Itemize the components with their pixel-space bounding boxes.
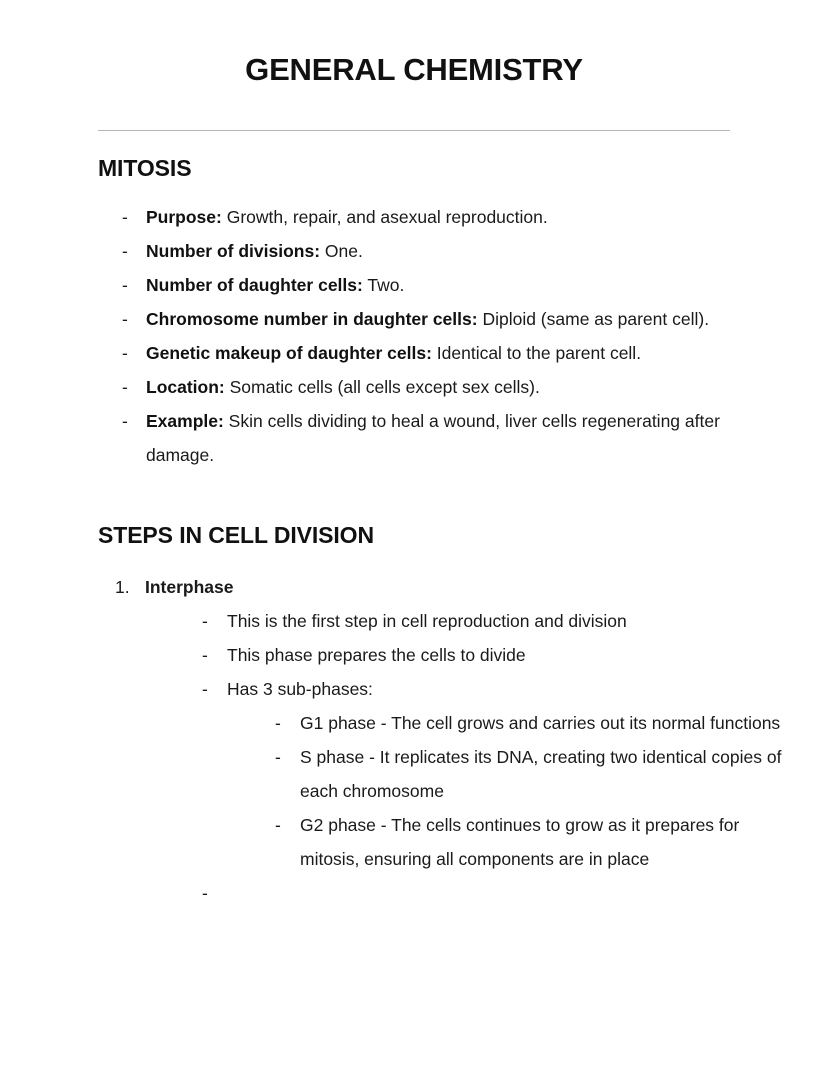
list-item-content [146, 200, 732, 234]
list-item [122, 268, 732, 302]
list-item [202, 638, 762, 672]
bullet-dash-icon: - [122, 207, 128, 228]
list-item-text: S phase - It replicates its DNA, creating two identical copies of each chromosome [300, 746, 782, 801]
list-item-text: This phase prepares the cells to divide [227, 644, 526, 665]
section-heading-mitosis: MITOSIS [98, 154, 192, 181]
list-item-text: Has 3 sub-phases: [227, 678, 373, 699]
list-item-content [146, 370, 732, 404]
list-item [122, 200, 732, 234]
steps-numbered-list [115, 570, 782, 910]
ordinal-marker: 1. [115, 576, 130, 597]
list-item-label: Location: [146, 377, 225, 398]
bullet-dash-icon: - [275, 746, 281, 767]
bullet-dash-icon: - [122, 343, 128, 364]
list-item-text: Growth, repair, and asexual reproduction. [221, 207, 548, 228]
list-item [202, 672, 782, 876]
sub-phases-list [275, 706, 790, 876]
list-item-text: G1 phase - The cell grows and carries out its normal functions [300, 712, 781, 733]
list-item [122, 234, 732, 268]
list-item-text: One. [320, 241, 363, 262]
bullet-dash-icon: - [122, 411, 128, 432]
list-item-text: This is the first step in cell reproduction and division [227, 610, 627, 631]
list-item-label: Example: [146, 411, 224, 432]
bullet-dash-icon: - [122, 275, 128, 296]
list-item-empty [202, 876, 762, 910]
list-item-label: Purpose: [146, 207, 222, 228]
bullet-dash-icon: - [202, 678, 208, 699]
step-title: Interphase [145, 576, 234, 597]
list-item-text: Two. [362, 275, 405, 296]
list-item-content [146, 302, 732, 336]
list-item-text: Identical to the parent cell. [431, 343, 642, 364]
list-item-content [146, 268, 732, 302]
list-item-content [146, 404, 732, 472]
list-item [115, 570, 782, 910]
list-item [202, 604, 762, 638]
bullet-dash-icon: - [122, 377, 128, 398]
list-item [275, 740, 790, 808]
list-item-text: G2 phase - The cells continues to grow as it prepares for mitosis, ensuring all components are in place [300, 814, 740, 869]
list-item [275, 808, 790, 876]
list-item-text: Somatic cells (all cells except sex cells). [224, 377, 540, 398]
list-item-label: Number of divisions: [146, 241, 321, 262]
section-heading-steps-in-cell-division: STEPS IN CELL DIVISION [98, 522, 374, 549]
bullet-dash-icon: - [202, 610, 208, 631]
bullet-dash-icon: - [275, 814, 281, 835]
bullet-dash-icon: - [122, 309, 128, 330]
bullet-dash-icon: - [202, 882, 208, 903]
interphase-sub-bullet-list [202, 604, 782, 910]
list-item [275, 706, 790, 740]
bullet-dash-icon: - [202, 644, 208, 665]
list-item [122, 336, 732, 370]
title-divider [98, 130, 730, 131]
list-item-text: Diploid (same as parent cell). [477, 309, 710, 330]
list-item-text: Skin cells dividing to heal a wound, liver cells regenerating after damage. [146, 411, 720, 466]
mitosis-bullet-list [122, 200, 732, 472]
list-item [122, 302, 732, 336]
list-item-content [146, 234, 732, 268]
list-item-content [146, 336, 732, 370]
bullet-dash-icon: - [122, 241, 128, 262]
list-item [122, 404, 732, 472]
list-item-label: Chromosome number in daughter cells: [146, 309, 478, 330]
list-item [122, 370, 732, 404]
list-item-label: Genetic makeup of daughter cells: [146, 343, 432, 364]
page-title: GENERAL CHEMISTRY [245, 52, 583, 87]
bullet-dash-icon: - [275, 712, 281, 733]
list-item-label: Number of daughter cells: [146, 275, 363, 296]
